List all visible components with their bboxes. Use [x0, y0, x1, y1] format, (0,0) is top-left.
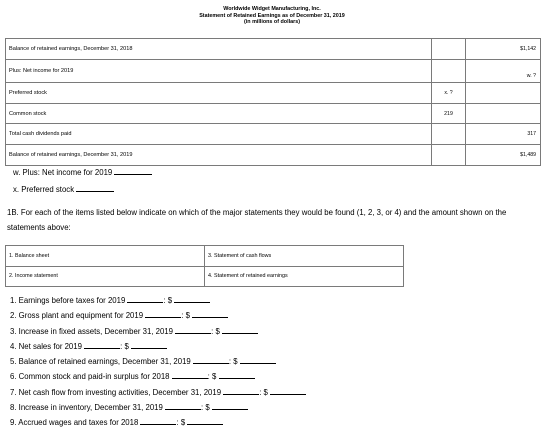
dollar-label: : $ [181, 311, 190, 321]
dollar-label: : $ [211, 326, 220, 336]
dollar-label: : $ [120, 341, 129, 351]
row-mid-value [432, 39, 466, 60]
row-label: Balance of retained earnings, December 31, 2018 [6, 39, 432, 60]
row-label: Total cash dividends paid [6, 124, 432, 145]
statement-number-blank[interactable] [127, 295, 163, 303]
dollar-label: : $ [163, 296, 173, 305]
amount-blank[interactable] [222, 326, 258, 334]
item-label: 2. Gross plant and equipment for 2019 [10, 311, 144, 321]
question-x-label: x. Preferred stock [13, 185, 75, 194]
statement-number-blank[interactable] [140, 417, 176, 425]
row-mid-value [432, 124, 466, 145]
statement-title: Statement of Retained Earnings as of December 31, 2019 [199, 12, 345, 19]
list-item [10, 369, 306, 384]
row-label: Balance of retained earnings, December 31, 2019 [6, 144, 432, 165]
legend-balance-sheet: 1. Balance sheet [6, 246, 205, 267]
item-label: 8. Increase in inventory, December 31, 2019 [10, 403, 163, 413]
row-mid-value [432, 144, 466, 165]
answer-w-blank[interactable] [114, 167, 152, 175]
row-amount [466, 103, 541, 124]
item-label: 6. Common stock and paid-in surplus for 2018 [10, 372, 170, 382]
row-amount [466, 83, 541, 104]
amount-blank[interactable] [219, 371, 255, 379]
item-label: 5. Balance of retained earnings, December 31, 2019 [10, 357, 191, 367]
list-item [10, 308, 306, 323]
row-label: Plus: Net income for 2019 [6, 59, 432, 83]
company-name: Worldwide Widget Manufacturing, Inc. [223, 6, 321, 12]
list-item [10, 293, 306, 308]
item-label: 3. Increase in fixed assets, December 31, 2019 [10, 326, 173, 336]
list-item [10, 324, 306, 339]
row-amount: $1,489 [466, 144, 541, 165]
statement-number-blank[interactable] [223, 387, 259, 395]
list-item [10, 400, 306, 415]
row-label: Preferred stock [6, 83, 432, 104]
row-amount: w. ? [466, 59, 541, 83]
amount-blank[interactable] [212, 402, 248, 410]
question-x [13, 184, 114, 194]
table-row [6, 83, 541, 104]
dollar-label: : $ [176, 418, 186, 428]
table-row [6, 144, 541, 165]
item-label: 1. Earnings before taxes for 2019 [10, 296, 126, 305]
legend-income-statement: 2. Income statement [6, 266, 205, 287]
items-list [10, 293, 306, 431]
list-item [10, 415, 306, 430]
row-amount: $1,142 [466, 39, 541, 60]
question-w-label: w. Plus: Net income for 2019 [13, 168, 113, 177]
amount-blank[interactable] [131, 341, 167, 349]
table-row [6, 39, 541, 60]
row-label: Common stock [6, 103, 432, 124]
row-mid-value [432, 59, 466, 83]
dollar-label: : $ [259, 387, 268, 397]
row-amount: 317 [466, 124, 541, 145]
amount-blank[interactable] [187, 417, 223, 425]
statement-number-blank[interactable] [193, 356, 229, 364]
amount-blank[interactable] [270, 387, 306, 395]
amount-blank[interactable] [192, 310, 228, 318]
amount-blank[interactable] [174, 295, 210, 303]
dollar-label: : $ [228, 357, 238, 367]
statement-units: (in millions of dollars) [243, 19, 300, 26]
statement-header [0, 6, 544, 26]
legend-retained-earnings: 4. Statement of retained earnings [205, 266, 404, 287]
list-item [10, 339, 306, 354]
item-label: 7. Net cash flow from investing activities, December 31, 2019 [10, 387, 222, 397]
row-mid-value: 219 [432, 103, 466, 124]
list-item [10, 385, 306, 400]
dollar-label: : $ [207, 372, 217, 382]
statement-number-blank[interactable] [172, 371, 208, 379]
list-item [10, 354, 306, 369]
table-row [6, 59, 541, 83]
statement-number-blank[interactable] [145, 310, 181, 318]
dollar-label: : $ [201, 403, 210, 413]
legend-cash-flows: 3. Statement of cash flows [205, 246, 404, 267]
statement-number-blank[interactable] [84, 341, 120, 349]
table-row [6, 246, 404, 267]
table-row [6, 266, 404, 287]
statement-legend [5, 245, 404, 287]
answer-x-blank[interactable] [76, 184, 114, 192]
table-row [6, 103, 541, 124]
statement-number-blank[interactable] [165, 402, 201, 410]
item-label: 4. Net sales for 2019 [10, 341, 82, 351]
amount-blank[interactable] [240, 356, 276, 364]
item-label: 9. Accrued wages and taxes for 2018 [10, 418, 139, 428]
row-mid-value: x. ? [432, 83, 466, 104]
table-row [6, 124, 541, 145]
instructions-paragraph: 1B. For each of the items listed below indicate on which of the major statements they would be found (1, 2, 3, or 4) and the amount shown on the statements above: [7, 208, 507, 232]
statement-number-blank[interactable] [175, 326, 211, 334]
retained-earnings-table [5, 38, 541, 166]
question-w [13, 167, 152, 177]
